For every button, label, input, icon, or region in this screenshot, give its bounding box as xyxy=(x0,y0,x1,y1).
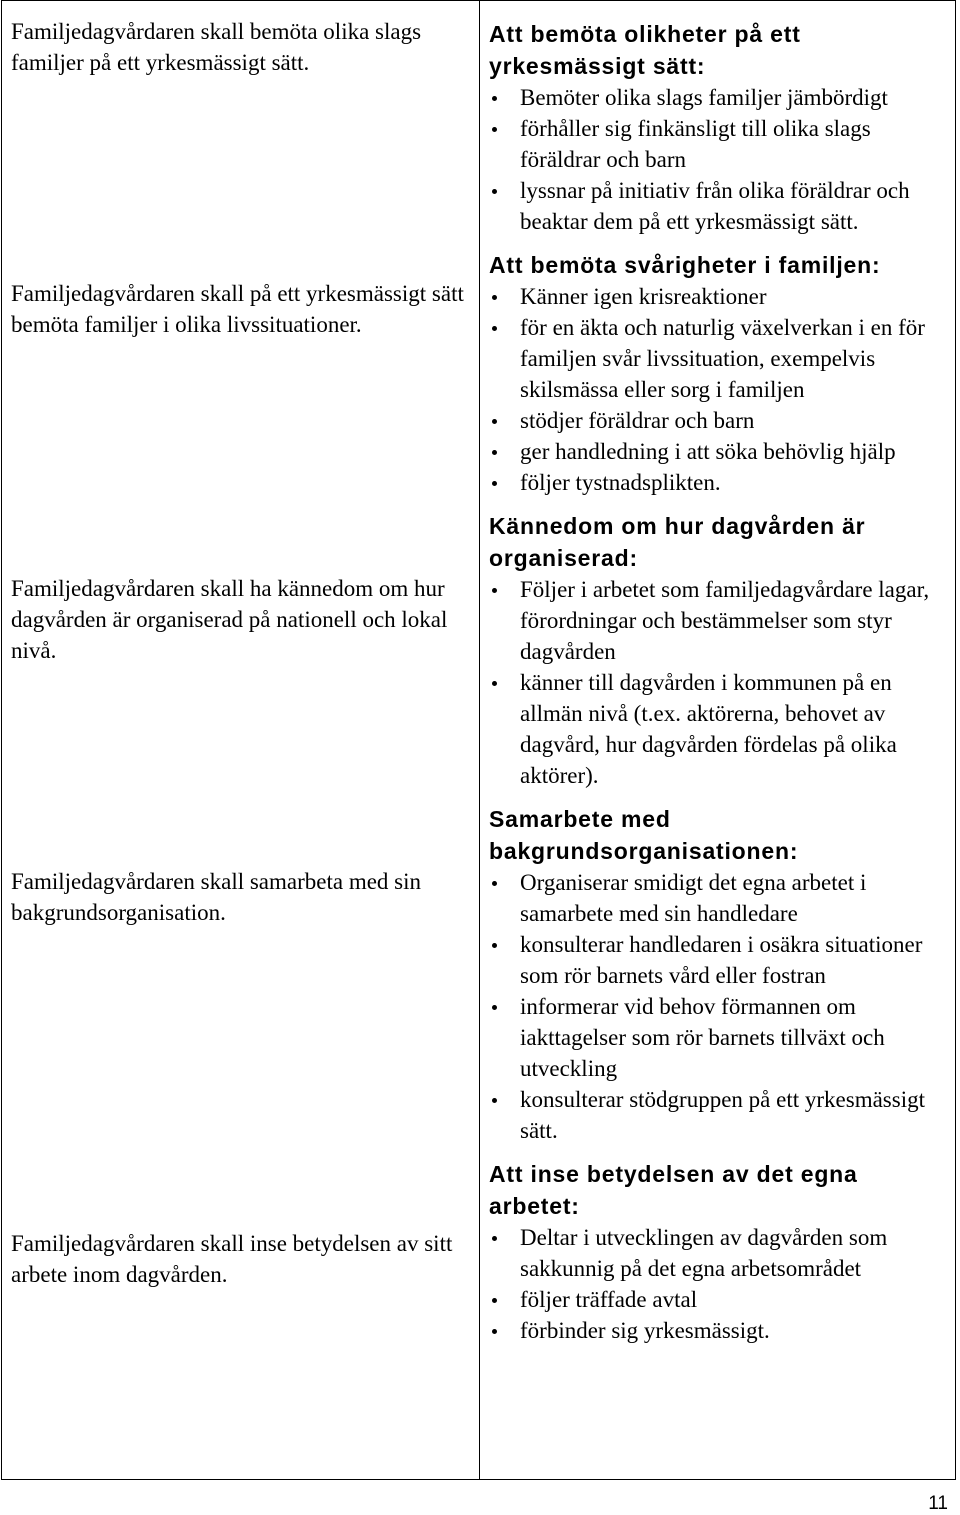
section-heading: Att bemöta svårigheter i familjen: xyxy=(489,252,881,278)
list-item: följer träffade avtal xyxy=(489,1284,951,1315)
list-item: Följer i arbetet som familjedagvårdare lagar, förordningar och bestämmelser som styr dagvården xyxy=(489,574,951,667)
section-heading: Att inse betydelsen av det egna arbetet: xyxy=(489,1161,858,1219)
left-goal-1: Familjedagvårdaren skall bemöta olika slags familjer på ett yrkesmässigt sätt. xyxy=(11,19,422,75)
criteria-column xyxy=(489,18,951,1346)
criteria-list xyxy=(489,82,951,237)
list-item: informerar vid behov förmannen om iakttagelser som rör barnets tillväxt och utveckling xyxy=(489,991,951,1084)
left-goal-3: Familjedagvårdaren skall ha kännedom om hur dagvården är organiserad på nationell och lokal nivå. xyxy=(11,576,448,663)
page-number: 11 xyxy=(928,1493,948,1514)
criteria-list xyxy=(489,574,951,791)
list-item: konsulterar handledaren i osäkra situationer som rör barnets vård eller fostran xyxy=(489,929,951,991)
list-item: förbinder sig yrkesmässigt. xyxy=(489,1315,951,1346)
section-heading: Att bemöta olikheter på ett yrkesmässigt sätt: xyxy=(489,21,801,79)
competence-table xyxy=(1,0,956,1480)
list-item: för en äkta och naturlig växelverkan i en för familjen svår livssituation, exempelvis skilsmässa eller sorg i familjen xyxy=(489,312,951,405)
list-item: lyssnar på initiativ från olika föräldrar och beaktar dem på ett yrkesmässigt sätt. xyxy=(489,175,951,237)
left-goal-5: Familjedagvårdaren skall inse betydelsen av sitt arbete inom dagvården. xyxy=(11,1231,453,1287)
criteria-list xyxy=(489,281,951,498)
criteria-list xyxy=(489,1222,951,1346)
section-heading: Kännedom om hur dagvården är organiserad: xyxy=(489,513,866,571)
list-item: stödjer föräldrar och barn xyxy=(489,405,951,436)
section-heading: Samarbete med bakgrundsorganisationen: xyxy=(489,806,799,864)
list-item: Organiserar smidigt det egna arbetet i samarbete med sin handledare xyxy=(489,867,951,929)
left-goal-4: Familjedagvårdaren skall samarbeta med sin bakgrundsorganisation. xyxy=(11,869,422,925)
list-item: känner till dagvården i kommunen på en allmän nivå (t.ex. aktörerna, behovet av dagvård, hur dagvården fördelas på olika aktörer). xyxy=(489,667,951,791)
list-item: Deltar i utvecklingen av dagvården som sakkunnig på det egna arbetsområdet xyxy=(489,1222,951,1284)
list-item: Bemöter olika slags familjer jämbördigt xyxy=(489,82,951,113)
list-item: Känner igen krisreaktioner xyxy=(489,281,951,312)
section-differences xyxy=(489,18,951,237)
section-organisation xyxy=(489,510,951,791)
list-item: konsulterar stödgruppen på ett yrkesmässigt sätt. xyxy=(489,1084,951,1146)
list-item: förhåller sig finkänsligt till olika slags föräldrar och barn xyxy=(489,113,951,175)
section-difficulties xyxy=(489,249,951,498)
left-goal-2: Familjedagvårdaren skall på ett yrkesmässigt sätt bemöta familjer i olika livssituationer. xyxy=(11,281,464,337)
section-cooperation xyxy=(489,803,951,1146)
list-item: följer tystnadsplikten. xyxy=(489,467,951,498)
section-significance xyxy=(489,1158,951,1346)
column-divider xyxy=(479,1,480,1479)
criteria-list xyxy=(489,867,951,1146)
list-item: ger handledning i att söka behövlig hjälp xyxy=(489,436,951,467)
